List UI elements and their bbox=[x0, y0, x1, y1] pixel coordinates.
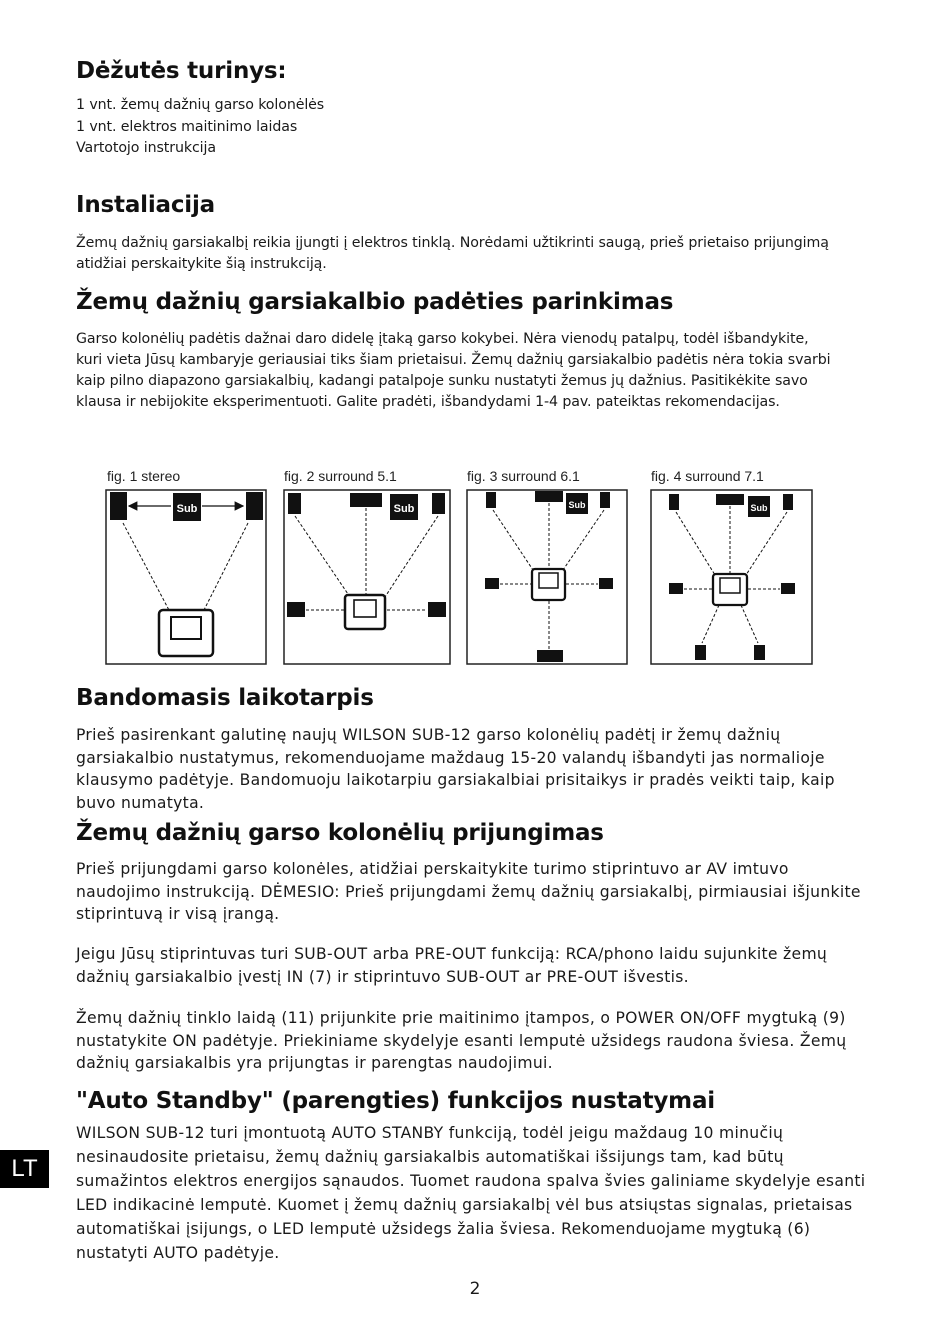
trial-text: Prieš pasirenkant galutinę naujų WILSON SUB-12 garso kolonėlių padėtį ir žemų dažnių garsiakalbio nustatymus, rekomenduojame maždaug 15-20 valandų išbandyti jas normalioje klausymo padėtyje. Bandomuoju laikotarpiu garsiakalbiai prisitaikys ir pradės veikti taip, kaip buvo numatyta. bbox=[76, 726, 835, 812]
fig-3-surround-6-1-diagram bbox=[467, 490, 627, 664]
left-speaker bbox=[110, 492, 127, 520]
installation-heading: Instaliacija bbox=[76, 192, 215, 218]
placement-text: Garso kolonėlių padėtis dažnai daro didelę įtaką garso kokybei. Nėra vienodų patalpų, todėl išbandykite, kuri vieta Jūsų kambaryje geriausiai tiks šiam prietaisui. Žemų dažnių garsiakalbio padėtis nėra tokia svarbi kaip pilno diapazono garsiakalbių, kadangi patalpoje sunku nustatyti žemus jų dažnius. Pasitikėkite savo klausa ir nebijokite eksperimentuoti. Galite pradėti, išbandydami 1-4 pav. pateiktas rekomendacijas. bbox=[76, 331, 831, 410]
standby-heading: "Auto Standby" (parengties) funkcijos nustatymai bbox=[76, 1088, 715, 1114]
fig-2-surround-5-1-diagram bbox=[284, 490, 450, 664]
connection-text-3: Žemų dažnių tinklo laidą (11) prijunkite prie maitinimo įtampos, o POWER ON/OFF mygtuką (9) nustatykite ON padėtyje. Priekiniame skydelyje esanti lemputė užsidegs raudona šviesa. Žemų dažnių garsiakalbis yra prijungtas ir parengtas naudojimui. bbox=[76, 1009, 847, 1072]
connection-heading: Žemų dažnių garso kolonėlių prijungimas bbox=[76, 820, 604, 846]
fig-4-label: fig. 4 surround 7.1 bbox=[651, 468, 764, 484]
fig-2-label: fig. 2 surround 5.1 bbox=[284, 468, 397, 484]
contents-heading: Dėžutės turinys: bbox=[76, 58, 287, 84]
sub-label: Sub bbox=[393, 503, 415, 515]
list-item: 1 vnt. elektros maitinimo laidas bbox=[76, 118, 298, 135]
fig-1-label: fig. 1 stereo bbox=[107, 468, 181, 484]
center-speaker bbox=[350, 493, 382, 507]
sub-label: Sub bbox=[750, 503, 768, 513]
sub-label: Sub bbox=[176, 503, 198, 515]
language-tab: LT bbox=[0, 1150, 49, 1188]
right-speaker bbox=[246, 492, 263, 520]
fig-3-label: fig. 3 surround 6.1 bbox=[467, 468, 580, 484]
standby-text: WILSON SUB-12 turi įmontuotą AUTO STANBY funkciją, todėl jeigu maždaug 10 minučių nesinaudosite prietaisu, žemų dažnių garsiakalbis automatiškai išsijungs tam, kad būtų sumažintos elektros energijos sąnaudos. Tuomet raudona spalva švies galiniame skydelyje esanti LED indikacinė lemputė. Kuomet į žemų dažnių garsiakalbį vėl bus atsiųstas signalas, prietaisas automatiškai įsijungs, o LED lemputė užsidegs žalia šviesa. Rekomenduojame mygtuką (6) nustatyti AUTO padėtyje. bbox=[76, 1124, 866, 1262]
list-item: Vartotojo instrukcija bbox=[76, 140, 216, 156]
fig-4-surround-7-1-diagram bbox=[651, 490, 812, 664]
placement-heading: Žemų dažnių garsiakalbio padėties parinkimas bbox=[76, 289, 674, 315]
page-number: 2 bbox=[469, 1279, 481, 1299]
fig-1-stereo-diagram bbox=[106, 490, 266, 664]
connection-text-1: Prieš prijungdami garso kolonėles, atidžiai perskaitykite turimo stiprintuvo ar AV imtuvo naudojimo instrukciją. DĖMESIO: Prieš prijungdami žemų dažnių garsiakalbį, pirmiausiai išjunkite stiprintuvą ir visą įrangą. bbox=[76, 860, 861, 923]
sub-label: Sub bbox=[568, 500, 586, 510]
installation-text: Žemų dažnių garsiakalbį reikia įjungti į elektros tinklą. Norėdami užtikrinti saugą, prieš prietaiso prijungimą atidžiai perskaitykite šią instrukciją. bbox=[76, 235, 829, 272]
trial-heading: Bandomasis laikotarpis bbox=[76, 685, 374, 711]
list-item: 1 vnt. žemų dažnių garso kolonėlės bbox=[76, 97, 325, 113]
connection-text-2: Jeigu Jūsų stiprintuvas turi SUB-OUT arba PRE-OUT funkciją: RCA/phono laidu sujunkite žemų dažnių garsiakalbio įvestį IN (7) ir stiprintuvo SUB-OUT ar PRE-OUT išvestis. bbox=[76, 945, 828, 986]
